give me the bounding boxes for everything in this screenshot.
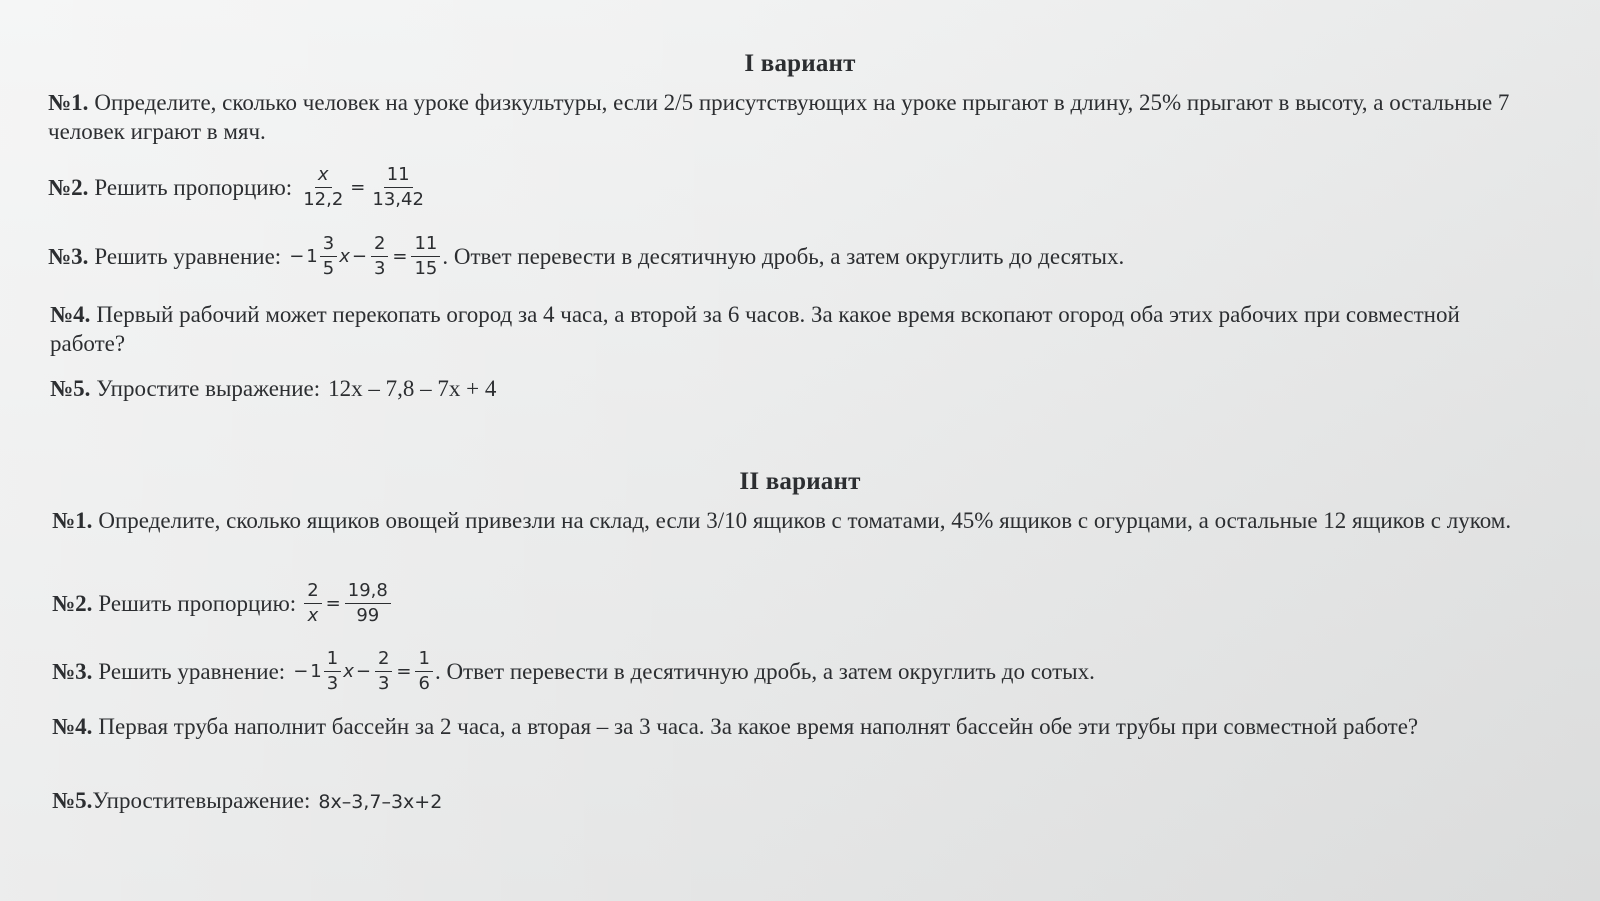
mixed-number-whole: 1 (310, 661, 322, 682)
fraction-denominator: x (307, 605, 319, 626)
fraction-numerator: 2 (375, 648, 392, 672)
result-fraction (415, 648, 432, 695)
equals-sign: = (325, 593, 341, 614)
variant-2-task-4 (52, 712, 1517, 741)
variant-1-task-3 (48, 233, 1124, 280)
minus-sign: − (293, 661, 309, 682)
variant-1-task-4 (50, 300, 1530, 358)
proportion-right-fraction (345, 580, 391, 627)
task-label: Решить уравнение: (98, 659, 286, 684)
fraction-denominator: 13,42 (372, 189, 424, 210)
task-number: №3. (52, 659, 93, 684)
second-fraction (371, 233, 388, 280)
task-instruction: . Ответ перевести в десятичную дробь, а затем округлить до сотых. (434, 659, 1095, 684)
task-number: №3. (48, 244, 89, 269)
task-number: №2. (52, 591, 93, 616)
task-text: Первый рабочий может перекопать огород за 4 часа, а второй за 6 часов. За какое время вскопают огород оба этих рабочих при совместной работе? (50, 302, 1460, 356)
variant-2-task-3 (52, 648, 1095, 695)
task-text: Определите, сколько ящиков овощей привезли на склад, если 3/10 ящиков с томатами, 45% ящиков с огурцами, а остальные 12 ящиков с луком. (98, 508, 1512, 533)
expression: 8x–3,7–3x+2 (318, 791, 443, 813)
fraction-numerator: 1 (415, 648, 432, 672)
minus-sign: − (289, 246, 305, 267)
task-number: №5. (50, 376, 91, 401)
variant-2-task-2 (52, 580, 393, 627)
task-label: Упростите выражение: (96, 376, 321, 401)
task-number: №1. (52, 508, 93, 533)
task-label: Решить пропорцию: (94, 175, 293, 200)
variant-2-task-5 (52, 786, 442, 817)
fraction-numerator: 2 (371, 233, 388, 257)
fraction-numerator: x (315, 164, 332, 188)
fraction-denominator: 99 (356, 605, 380, 626)
variant-2-task-1 (52, 506, 1527, 535)
fraction-numerator: 19,8 (345, 580, 391, 604)
variant-1-task-5 (50, 374, 496, 403)
equals-sign: = (350, 177, 366, 198)
task-number: №1. (48, 90, 89, 115)
variant-1-task-2 (48, 164, 429, 211)
proportion-left-fraction (300, 164, 346, 211)
fraction-denominator: 15 (414, 258, 438, 279)
second-fraction (375, 648, 392, 695)
minus-sign: − (351, 246, 367, 267)
fraction-denominator: 5 (322, 258, 335, 279)
task-label: Решить уравнение: (94, 244, 282, 269)
proportion-right-fraction (369, 164, 427, 211)
task-text: Определите, сколько человек на уроке физкультуры, если 2/5 присутствующих на уроке прыгают в длину, 25% прыгают в высоту, а остальные 7 человек играют в мяч. (48, 90, 1510, 144)
task-number: №2. (48, 175, 89, 200)
task-number: №4. (52, 714, 93, 739)
mixed-number-fraction (324, 648, 341, 695)
expression: 12х – 7,8 – 7х + 4 (328, 376, 497, 401)
task-text: Первая труба наполнит бассейн за 2 часа, а вторая – за 3 часа. За какое время наполнят бассейн обе эти трубы при совместной работе? (98, 714, 1419, 739)
variable-x: x (339, 246, 350, 267)
fraction-numerator: 3 (320, 233, 337, 257)
task-label: Решить пропорцию: (98, 591, 297, 616)
variant-2-title: II вариант (739, 468, 861, 495)
fraction-denominator: 3 (326, 673, 339, 694)
equals-sign: = (396, 661, 412, 682)
variable-x: x (343, 661, 354, 682)
task-instruction: . Ответ перевести в десятичную дробь, а затем округлить до десятых. (442, 244, 1125, 269)
fraction-denominator: 12,2 (303, 189, 344, 210)
minus-sign: − (355, 661, 371, 682)
task-number: №5. (52, 788, 93, 813)
fraction-numerator: 2 (304, 580, 321, 604)
fraction-denominator: 3 (373, 258, 386, 279)
task-label: Упроститевыражение: (92, 788, 311, 813)
fraction-numerator: 11 (384, 164, 413, 188)
equals-sign: = (392, 246, 408, 267)
result-fraction (411, 233, 440, 280)
variant-1-title: I вариант (744, 50, 856, 77)
variant-1-task-1 (48, 88, 1533, 146)
task-number: №4. (50, 302, 91, 327)
fraction-denominator: 6 (418, 673, 430, 694)
mixed-number-whole: 1 (306, 246, 318, 267)
fraction-denominator: 3 (377, 673, 390, 694)
fraction-numerator: 11 (411, 233, 440, 257)
proportion-left-fraction (304, 580, 321, 627)
fraction-numerator: 1 (324, 648, 341, 672)
mixed-number-fraction (320, 233, 337, 280)
